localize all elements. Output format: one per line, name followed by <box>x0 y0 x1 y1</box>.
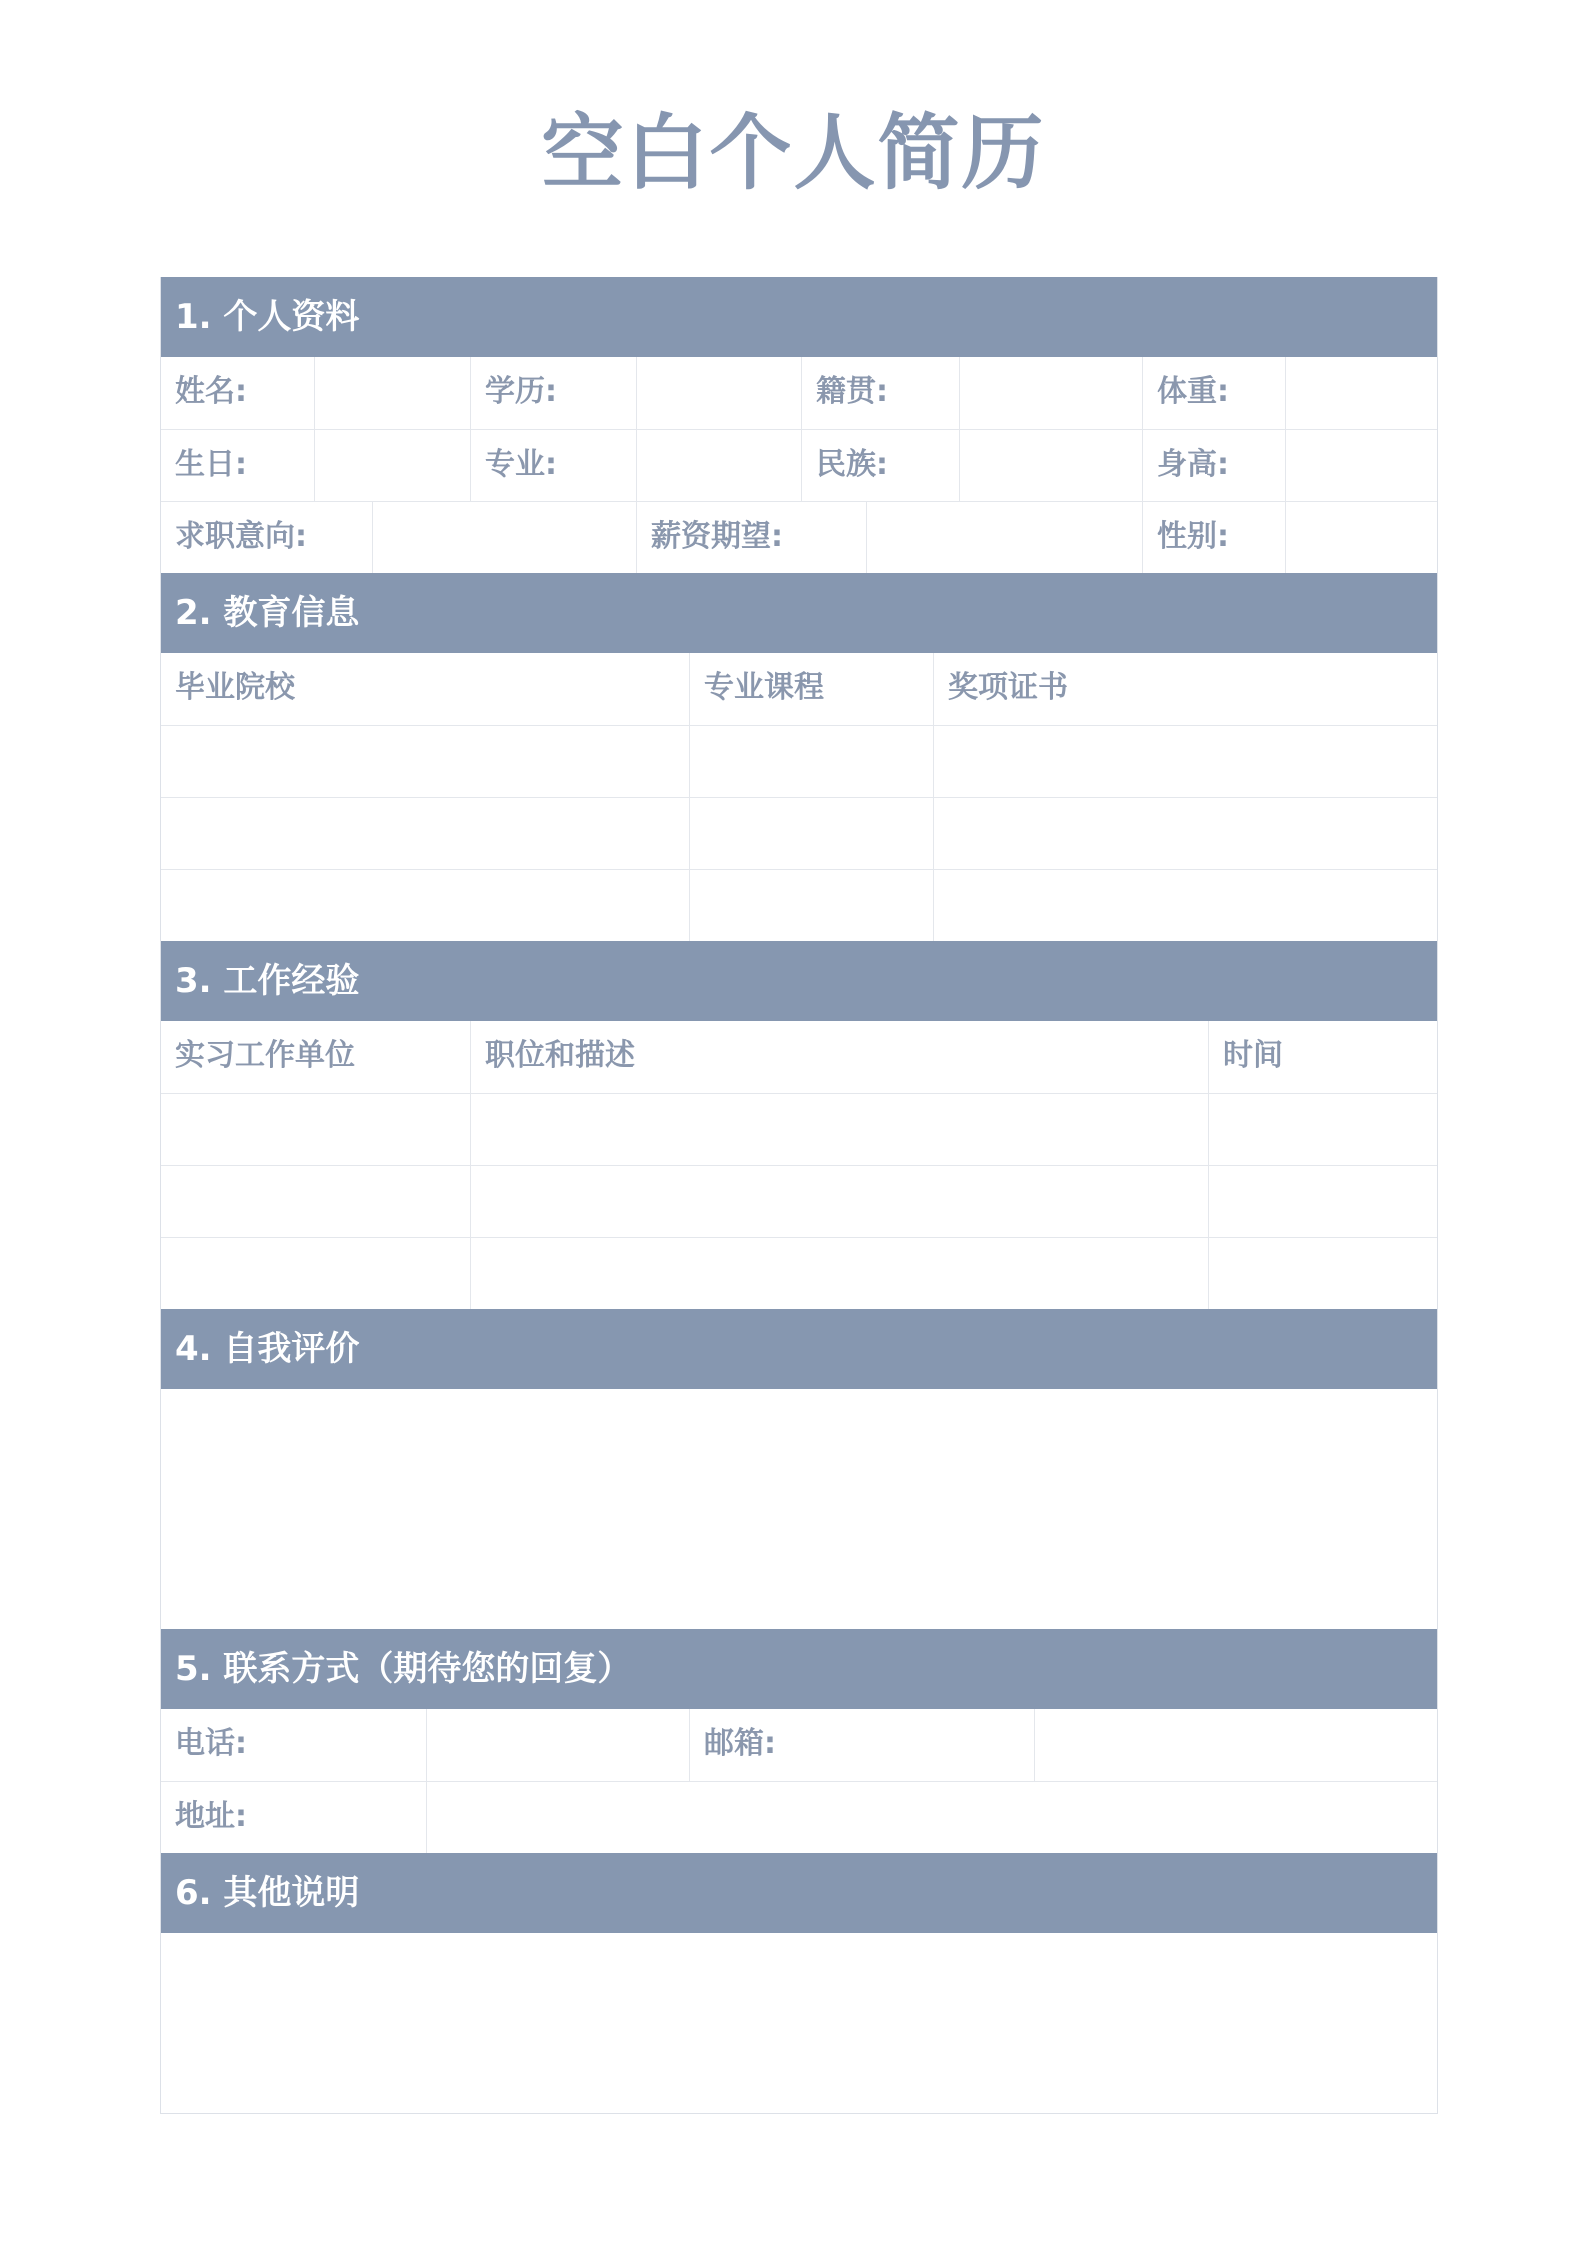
education-label: 学历: <box>470 357 636 429</box>
section-other-header: 6. 其他说明 <box>161 1853 1437 1933</box>
ethnicity-field[interactable] <box>959 430 1142 501</box>
native-field[interactable] <box>959 357 1142 429</box>
name-field[interactable] <box>314 357 470 429</box>
courses-field[interactable] <box>689 726 933 797</box>
school-field[interactable] <box>161 798 689 869</box>
company-field[interactable] <box>161 1166 470 1237</box>
personal-grid <box>161 357 1437 573</box>
time-field[interactable] <box>1208 1238 1437 1309</box>
weight-label: 体重: <box>1142 357 1285 429</box>
education-table <box>161 653 1437 941</box>
email-field[interactable] <box>1034 1709 1437 1781</box>
time-field[interactable] <box>1208 1094 1437 1165</box>
section-contact-header: 5. 联系方式（期待您的回复） <box>161 1629 1437 1709</box>
address-label: 地址: <box>175 1799 247 1834</box>
education-col-school: 毕业院校 <box>175 670 295 705</box>
time-field[interactable] <box>1208 1166 1437 1237</box>
table-row <box>161 1093 1437 1165</box>
major-label: 专业: <box>470 430 636 501</box>
section-education-header: 2. 教育信息 <box>161 573 1437 653</box>
work-col-time: 时间 <box>1208 1021 1437 1093</box>
awards-field[interactable] <box>933 870 1437 941</box>
address-field[interactable] <box>426 1782 1437 1853</box>
education-field[interactable] <box>636 357 801 429</box>
education-col-awards: 奖项证书 <box>933 653 1437 725</box>
work-col-company: 实习工作单位 <box>175 1038 355 1073</box>
table-row <box>161 869 1437 941</box>
major-field[interactable] <box>636 430 801 501</box>
ethnicity-label: 民族: <box>801 430 959 501</box>
school-field[interactable] <box>161 870 689 941</box>
contact-grid <box>161 1709 1437 1853</box>
job-intent-label: 求职意向: <box>175 519 307 554</box>
birthday-label: 生日: <box>175 447 247 482</box>
company-field[interactable] <box>161 1238 470 1309</box>
courses-field[interactable] <box>689 798 933 869</box>
section-work-header: 3. 工作经验 <box>161 941 1437 1021</box>
table-row <box>161 725 1437 797</box>
self-eval-field[interactable] <box>161 1389 1437 1629</box>
awards-field[interactable] <box>933 798 1437 869</box>
phone-label: 电话: <box>175 1726 247 1761</box>
school-field[interactable] <box>161 726 689 797</box>
personal-row-2 <box>161 429 1437 501</box>
native-label: 籍贯: <box>801 357 959 429</box>
table-row <box>161 1165 1437 1237</box>
position-field[interactable] <box>470 1166 1208 1237</box>
table-row <box>161 797 1437 869</box>
work-table <box>161 1021 1437 1309</box>
height-field[interactable] <box>1285 430 1437 501</box>
resume-form <box>160 277 1438 2114</box>
awards-field[interactable] <box>933 726 1437 797</box>
education-col-courses: 专业课程 <box>689 653 933 725</box>
section-self-eval-header: 4. 自我评价 <box>161 1309 1437 1389</box>
personal-row-1 <box>161 357 1437 429</box>
name-label: 姓名: <box>175 374 247 409</box>
position-field[interactable] <box>470 1094 1208 1165</box>
salary-field[interactable] <box>866 502 1142 573</box>
job-intent-field[interactable] <box>372 502 636 573</box>
height-label: 身高: <box>1142 430 1285 501</box>
education-header-row <box>161 653 1437 725</box>
table-row <box>161 1237 1437 1309</box>
work-col-position: 职位和描述 <box>470 1021 1208 1093</box>
personal-row-3 <box>161 501 1437 573</box>
company-field[interactable] <box>161 1094 470 1165</box>
contact-row-2 <box>161 1781 1437 1853</box>
salary-label: 薪资期望: <box>636 502 866 573</box>
other-notes-field[interactable] <box>161 1933 1437 2113</box>
gender-field[interactable] <box>1285 502 1437 573</box>
weight-field[interactable] <box>1285 357 1437 429</box>
courses-field[interactable] <box>689 870 933 941</box>
email-label: 邮箱: <box>689 1709 1034 1781</box>
work-header-row <box>161 1021 1437 1093</box>
position-field[interactable] <box>470 1238 1208 1309</box>
gender-label: 性别: <box>1142 502 1285 573</box>
phone-field[interactable] <box>426 1709 689 1781</box>
page-title: 空白个人简历 <box>541 106 1046 201</box>
contact-row-1 <box>161 1709 1437 1781</box>
section-personal-header: 1. 个人资料 <box>161 277 1437 357</box>
birthday-field[interactable] <box>314 430 470 501</box>
